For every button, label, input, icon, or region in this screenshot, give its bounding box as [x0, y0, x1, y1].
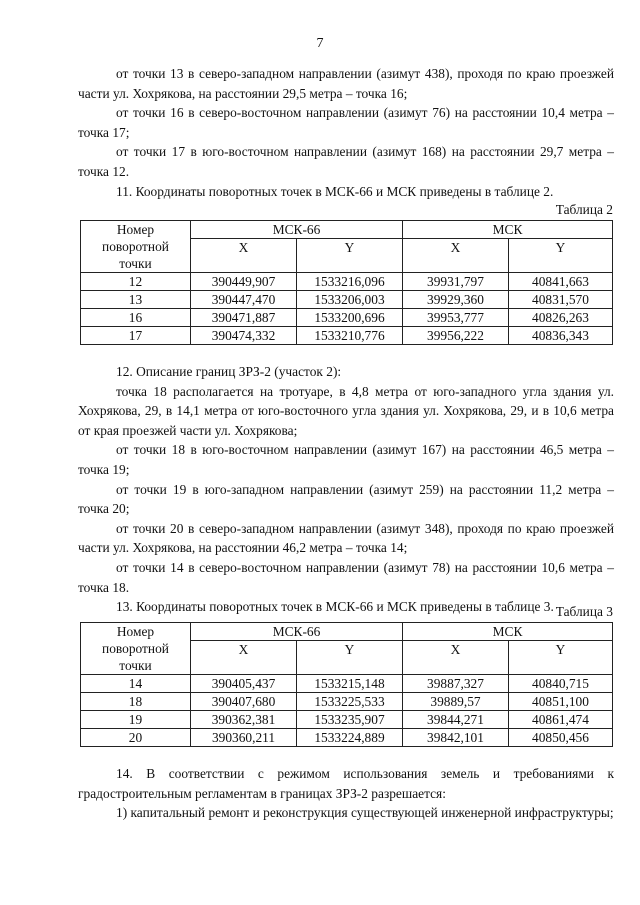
- cell-point: 17: [81, 327, 191, 345]
- table-row: [81, 309, 613, 327]
- cell-point: 18: [81, 693, 191, 711]
- paragraph: 12. Описание границ ЗРЗ-2 (участок 2):: [116, 364, 342, 379]
- cell-value: 1533215,148: [297, 675, 403, 693]
- cell-value: 40861,474: [509, 711, 613, 729]
- cell-value: 1533200,696: [297, 309, 403, 327]
- cell-point: 19: [81, 711, 191, 729]
- cell-value: 1533235,907: [297, 711, 403, 729]
- paragraph: от точки 13 в северо-западном направлении (азимут 438), проходя по краю проезжей части ул. Хохрякова, на расстоянии 29,5 метра – точка 16;: [78, 66, 614, 101]
- cell-value: 39842,101: [403, 729, 509, 747]
- header-point-number: Номер поворотной точки: [81, 221, 191, 273]
- cell-value: 39931,797: [403, 273, 509, 291]
- section-1-text: [78, 64, 614, 201]
- table-2: [80, 220, 613, 345]
- header-x: X: [191, 239, 297, 273]
- table-row: [81, 711, 613, 729]
- table-3: [80, 622, 613, 747]
- header-msk: МСК: [403, 623, 613, 641]
- table-row: [81, 291, 613, 309]
- table-3-caption: Таблица 3: [555, 604, 613, 619]
- header-x: X: [403, 641, 509, 675]
- cell-point: 16: [81, 309, 191, 327]
- paragraph: точка 18 располагается на тротуаре, в 4,8 метра от юго-западного угла здания ул. Хохрякова, 29, в 14,1 метра от юго-восточного угла здания ул. Хохрякова, 29, и в 10,6 метра от края проезжей части ул. Хохрякова;: [78, 383, 614, 438]
- paragraph: от точки 14 в северо-восточном направлении (азимут 78) на расстоянии 10,6 метра – точка 18.: [78, 559, 614, 595]
- cell-value: 390407,680: [191, 693, 297, 711]
- cell-value: 1533225,533: [297, 693, 403, 711]
- cell-point: 12: [81, 273, 191, 291]
- cell-value: 40826,263: [509, 309, 613, 327]
- section-2-text: [78, 362, 614, 617]
- cell-value: 390474,332: [191, 327, 297, 345]
- cell-value: 39889,57: [403, 693, 509, 711]
- cell-value: 39887,327: [403, 675, 509, 693]
- paragraph: 1) капитальный ремонт и реконструкция существующей инженерной инфраструктуры;: [116, 805, 614, 821]
- cell-point: 20: [81, 729, 191, 747]
- section-3-text: [78, 764, 614, 823]
- cell-value: 40850,456: [509, 729, 613, 747]
- paragraph: от точки 18 в юго-восточном направлении (азимут 167) на расстоянии 46,5 метра – точка 19;: [78, 442, 614, 477]
- cell-value: 40836,343: [509, 327, 613, 345]
- cell-value: 390471,887: [191, 309, 297, 327]
- paragraph: 14. В соответствии с режимом использования земель и требованиями к градостроительным регламентам в границах ЗРЗ-2 разрешается:: [78, 766, 614, 801]
- cell-value: 39929,360: [403, 291, 509, 309]
- cell-value: 390362,381: [191, 711, 297, 729]
- cell-value: 39956,222: [403, 327, 509, 345]
- header-x: X: [403, 239, 509, 273]
- paragraph: от точки 20 в северо-западном направлении (азимут 348), проходя по краю проезжей части ул. Хохрякова, на расстоянии 46,2 метра – точка 14;: [78, 520, 614, 556]
- paragraph: от точки 17 в юго-восточном направлении (азимут 168) на расстоянии 29,7 метра – точка 12.: [78, 144, 614, 179]
- header-msk: МСК: [403, 221, 613, 239]
- header-msk66: МСК-66: [191, 221, 403, 239]
- header-y: Y: [509, 239, 613, 273]
- page-number: 7: [316, 36, 324, 51]
- paragraph: от точки 19 в юго-западном направлении (азимут 259) на расстоянии 11,2 метра – точка 20;: [78, 481, 614, 517]
- header-point-number: Номер поворотной точки: [81, 623, 191, 675]
- cell-value: 40840,715: [509, 675, 613, 693]
- cell-value: 390405,437: [191, 675, 297, 693]
- table-row: [81, 327, 613, 345]
- cell-value: 39953,777: [403, 309, 509, 327]
- header-msk66: МСК-66: [191, 623, 403, 641]
- header-y: Y: [297, 239, 403, 273]
- table-row: [81, 273, 613, 291]
- cell-value: 1533210,776: [297, 327, 403, 345]
- cell-value: 40841,663: [509, 273, 613, 291]
- cell-value: 40851,100: [509, 693, 613, 711]
- cell-value: 390360,211: [191, 729, 297, 747]
- table-row: [81, 729, 613, 747]
- header-x: X: [191, 641, 297, 675]
- table-2-caption: Таблица 2: [555, 202, 613, 217]
- cell-value: 1533206,003: [297, 291, 403, 309]
- paragraph: от точки 16 в северо-восточном направлении (азимут 76) на расстоянии 10,4 метра – точка 17;: [78, 105, 614, 140]
- table-row: [81, 693, 613, 711]
- cell-value: 39844,271: [403, 711, 509, 729]
- header-y: Y: [297, 641, 403, 675]
- table-row: [81, 675, 613, 693]
- cell-value: 390447,470: [191, 291, 297, 309]
- cell-point: 14: [81, 675, 191, 693]
- cell-point: 13: [81, 291, 191, 309]
- paragraph: 11. Координаты поворотных точек в МСК-66 и МСК приведены в таблице 2.: [116, 183, 554, 199]
- paragraph: 13. Координаты поворотных точек в МСК-66 и МСК приведены в таблице 3.: [116, 599, 554, 615]
- header-y: Y: [509, 641, 613, 675]
- cell-value: 390449,907: [191, 273, 297, 291]
- cell-value: 1533216,096: [297, 273, 403, 291]
- cell-value: 1533224,889: [297, 729, 403, 747]
- cell-value: 40831,570: [509, 291, 613, 309]
